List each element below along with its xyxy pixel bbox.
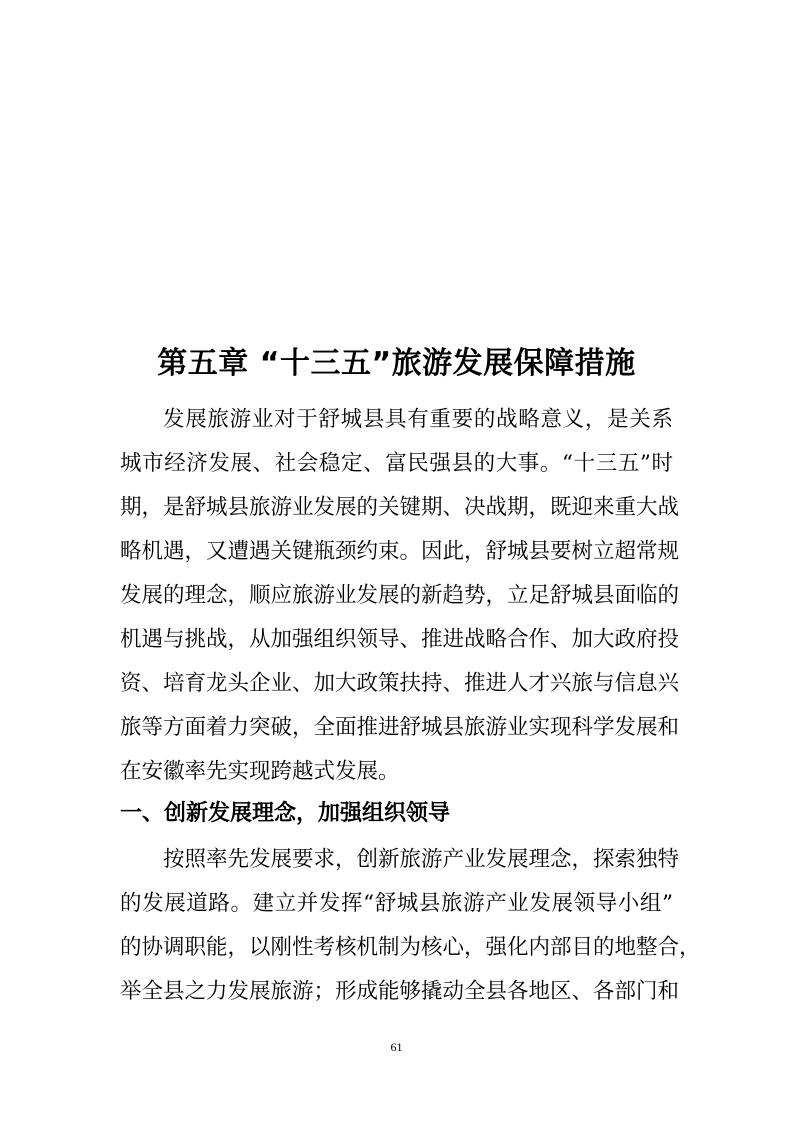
paragraph-line: 城市经济发展、社会稳定、富民强县的大事。“十三五”时 — [120, 451, 673, 476]
paragraph-line: 按照率先发展要求，创新旅游产业发展理念，探索独特 — [163, 847, 680, 872]
paragraph-line: 旅等方面着力突破，全面推进舒城县旅游业实现科学发展和 — [120, 715, 680, 740]
paragraph-line: 资、培育龙头企业、加大政策扶持、推进人才兴旅与信息兴 — [120, 671, 680, 696]
chapter-title: 第五章 “十三五”旅游发展保障措施 — [157, 346, 636, 381]
paragraph-line-last: 在安徽率先实现跨越式发展。 — [120, 759, 400, 784]
paragraph-line: 略机遇，又遭遇关键瓶颈约束。因此，舒城县要树立超常规 — [120, 539, 680, 564]
paragraph-line: 发展旅游业对于舒城县具有重要的战略意义，是关系 — [163, 407, 673, 432]
page-number: 61 — [390, 1040, 403, 1054]
paragraph-line: 的协调职能，以刚性考核机制为核心，强化内部目的地整合， — [120, 935, 701, 960]
paragraph-line: 期，是舒城县旅游业发展的关键期、决战期，既迎来重大战 — [120, 495, 680, 520]
section-heading: 一、创新发展理念，加强组织领导 — [120, 801, 451, 826]
paragraph-line: 的发展道路。建立并发挥“舒城县旅游产业发展领导小组” — [120, 891, 673, 916]
paragraph-line: 发展的理念，顺应旅游业发展的新趋势，立足舒城县面临的 — [120, 583, 680, 608]
paragraph-line: 举全县之力发展旅游；形成能够撬动全县各地区、各部门和 — [120, 979, 680, 1004]
paragraph-line: 机遇与挑战，从加强组织领导、推进战略合作、加大政府投 — [120, 627, 680, 652]
